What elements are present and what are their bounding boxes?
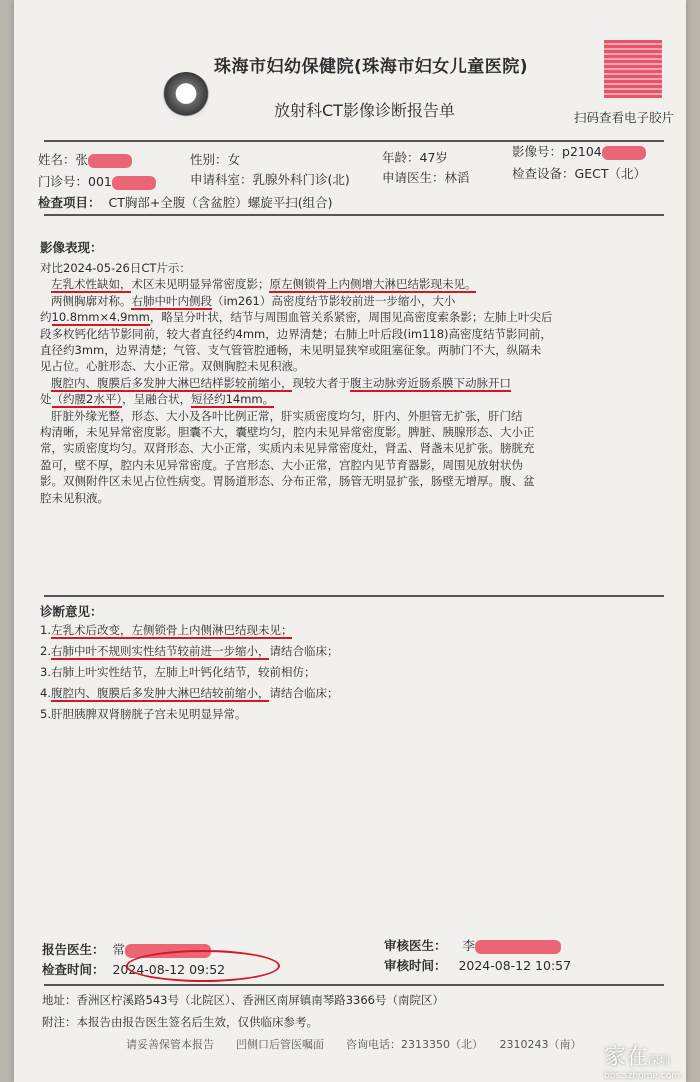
report-note: 附注：本报告由报告医生签名后生效，仅供临床参考。 [42, 1015, 318, 1029]
request-dept: 申请科室：乳腺外科门诊(北) [190, 172, 350, 187]
report-doctor: 报告医生： 常 [42, 940, 211, 958]
redaction-mark [602, 146, 646, 160]
exam-time-circle-mark [126, 950, 280, 982]
exam-item: 检查项目： CT胸部+全腹（含盆腔）螺旋平扫(组合) [38, 195, 333, 210]
watermark: 家在深圳 bbs.szhome.com [604, 1045, 680, 1081]
image-number: 影像号：p2104 [512, 142, 646, 160]
review-doctor: 审核医生： 李 [384, 936, 561, 954]
hospital-logo-icon [162, 72, 210, 120]
findings-title: 影像表现： [40, 240, 103, 255]
findings-block: 对比2024-05-26日CT片示： 左乳术性缺如，术区未见明显异常密度影；原左侧锁骨上内侧增大淋巴结影现未见。 两侧胸廓对称。右肺中叶内侧段（im261）高密度结节影较前进一步缩小，大小 约10.8mm×4.9mm，略呈分叶状，结节与周围血管关系紧密，周围见高密度索条影；左肺上叶尖后 段多枚钙化结节影同前，较大者直径约4mm，边界清楚；右肺上叶后段(im118)高密度结节影同前， 直径约3mm，边界清楚；气管、支气管管腔通畅，未见明显狭窄或阻塞征象。两肺门不大，纵隔未 见占位。心脏形态、大小正常。双侧胸腔未见积液。 腹腔内、腹膜后多发肿大淋巴结样影较前缩小，现较大者于腹主动脉旁近肠系膜下动脉开口 处（约腰2水平），呈融合状，短径约14mm。 肝脏外缘光整，形态、大小及各叶比例正常，肝实质密度均匀，肝内、外胆管无扩张，肝门结 构清晰，未见异常密度影。胆囊不大，囊壁均匀，腔内未见异常密度影。脾脏、胰腺形态、大小正 常，实质密度均匀。双肾形态、大小正常，实质内未见异常密度灶，肾盂、肾盏未见扩张。膀胱充 盈可，壁不厚，腔内未见异常密度。子宫形态、大小正常，宫腔内见节育器影，周围见放射状伪 影。双侧附件区未见占位性病变。胃肠道形态、分布正常，肠管无明显扩张，肠壁无增厚。腹、盆 腔未见积液。 [40, 261, 553, 505]
bottom-hint: 请妥善保管本报告 凹侧口后管医嘱面 咨询电话：2313350（北） 2310243（南） [126, 1038, 582, 1051]
report-title: 放射科CT影像诊断报告单 [274, 101, 455, 120]
patient-sex: 性别：女 [190, 152, 241, 167]
exam-device: 检查设备：GECT（北） [512, 166, 646, 181]
request-doctor: 申请医生：林滔 [382, 170, 470, 185]
redaction-mark [88, 154, 132, 168]
exam-time: 检查时间： 2024-08-12 09:52 [42, 962, 226, 977]
hospital-address: 地址：香洲区柠溪路543号（北院区）、香洲区南屏镇南琴路3366号（南院区） [42, 993, 444, 1007]
clinic-number: 门诊号：001 [38, 172, 156, 190]
diagnosis-list: 1.左乳术后改变，左侧锁骨上内侧淋巴结现未见； 2.右肺中叶不规则实性结节较前进一步缩小，请结合临床； 3.右肺上叶实性结节，左肺上叶钙化结节，较前相仿； 4.腹腔内、腹膜后多发肿大淋巴结较前缩小，请结合临床； 5.肝胆胰脾双肾膀胱子宫未见明显异常。 [40, 623, 339, 721]
redaction-mark [112, 176, 156, 190]
patient-age: 年龄：47岁 [382, 150, 448, 165]
hospital-name: 珠海市妇幼保健院(珠海市妇女儿童医院) [214, 57, 529, 77]
divider [44, 595, 664, 597]
diagnosis-title: 诊断意见： [40, 604, 103, 619]
redaction-mark [475, 940, 561, 954]
review-time: 审核时间： 2024-08-12 10:57 [384, 958, 572, 973]
divider [44, 214, 664, 216]
patient-name: 姓名：张 [38, 150, 132, 168]
report-paper [14, 0, 686, 1082]
scan-hint: 扫码查看电子胶片 [574, 110, 675, 125]
divider [44, 984, 664, 986]
qr-code-icon[interactable] [604, 40, 662, 98]
